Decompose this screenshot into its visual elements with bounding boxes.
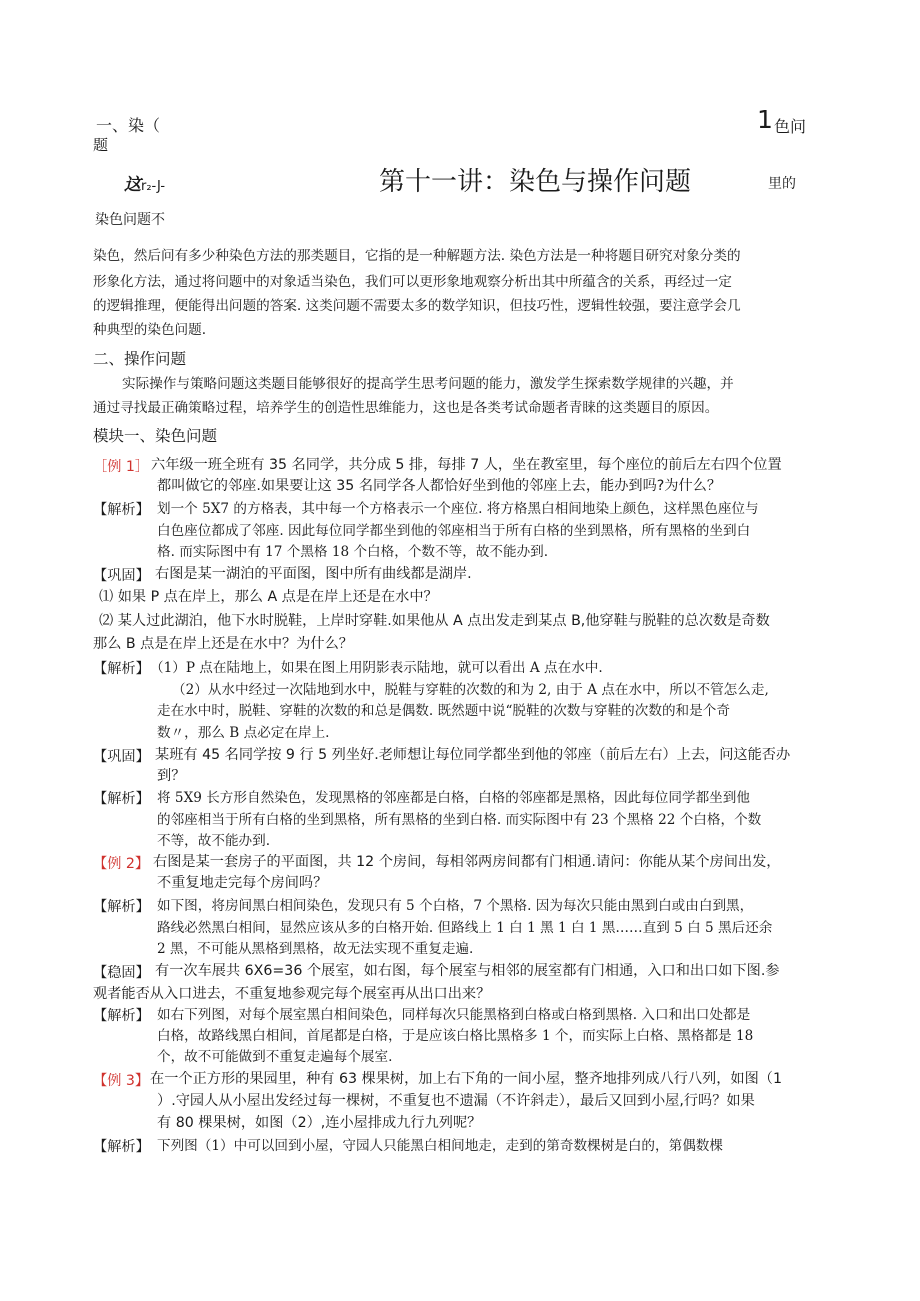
section-title-operations: 二、操作问题	[93, 350, 187, 368]
example-1-tag: ［例 1］	[93, 459, 150, 475]
section2-line-2: 通过寻找最正确策略过程，培养学生的创造性思维能力，这也是各类考试命题者青睐的这类题目的原因。	[93, 400, 719, 416]
intro-fragment: 染色问题不	[95, 212, 165, 228]
consolidation-2-line-2: 到？	[157, 768, 186, 784]
analysis-5-line-1: 如右下列图，对每个展室黑白相间染色，同样每次只能黑格到白格或白格到黑格. 入口和出口处都是	[157, 1007, 751, 1023]
analysis-5-tag: 【解析】	[93, 1008, 150, 1024]
analysis-5-line-2: 白格，故路线黑白相间，首尾都是白格，于是应该白格比黑格多 1 个，而实际上白格、黑格都是 18	[157, 1028, 754, 1044]
heading-fragment-left-tail: 题	[93, 136, 109, 154]
analysis-1-tag: 【解析】	[93, 502, 150, 518]
example-2-line-1: 右图是某一套房子的平面图，共 12 个房间，每相邻两房间都有门相通.请问：你能从某个房间出发，	[153, 854, 781, 870]
analysis-4-line-2: 路线必然黑白相间，显然应该从多的白格开始. 但路线上 1 白 1 黑 1 白 1 黑……直到 5 白 5 黑后还余	[157, 920, 773, 936]
example-1-line-1: 六年级一班全班有 35 名同学，共分成 5 排，每排 7 人，坐在教室里，每个座位的前后左右四个位置	[151, 457, 782, 473]
intro-line-1: 染色，然后问有多少种染色方法的那类题目，它指的是一种解题方法. 染色方法是一种将题目研究对象分类的	[93, 248, 741, 264]
consolidation-1-tag: 【巩固】	[93, 568, 150, 584]
stabilize-tag: 【稳固】	[93, 965, 150, 981]
module-title: 模块一、染色问题	[93, 427, 218, 445]
analysis-4-line-3: 2 黑，不可能从黑格到黑格，故无法实现不重复走遍.	[157, 941, 474, 957]
consolidation-1-line-3: ⑵ 某人过此湖泊，他下水时脱鞋，上岸时穿鞋.如果他从 A 点出发走到某点 B,他穿鞋与脱鞋的总次数是奇数	[99, 613, 770, 629]
heading-fragment-zhe	[124, 170, 165, 195]
heading-fragment-right: 色问	[774, 117, 807, 136]
analysis-3-tag: 【解析】	[93, 791, 150, 807]
analysis-2-tag: 【解析】	[93, 661, 150, 677]
analysis-1-line-3: 格. 而实际图中有 17 个黑格 18 个白格，个数不等，故不能办到.	[157, 544, 549, 560]
zhe-subscript: r₂-J-	[141, 179, 166, 194]
analysis-6-line-1: 下列图（1）中可以回到小屋，守园人只能黑白相间地走，走到的第奇数棵树是白的，第偶数棵	[157, 1138, 723, 1154]
heading-number: 1	[757, 105, 773, 134]
consolidation-2-tag: 【巩固】	[93, 749, 150, 765]
example-1-line-2: 都叫做它的邻座.如果要让这 35 名同学各人都恰好坐到他的邻座上去，能办到吗?为什么？	[157, 478, 722, 494]
example-3-line-1: 在一个正方形的果园里，种有 63 棵果树，加上右下角的一间小屋，整齐地排列成八行八列，如图（1	[150, 1071, 782, 1087]
analysis-3-line-1: 将 5X9 长方形自然染色，发现黑格的邻座都是白格，白格的邻座都是黑格，因此每位同学都坐到他	[157, 790, 750, 806]
stabilize-line-1: 有一次车展共 6X6=36 个展室，如右图，每个展室与相邻的展室都有门相通，入口和出口如下图.参	[155, 963, 780, 979]
example-2-tag: 【例 2】	[93, 856, 150, 872]
zhe-char: 这	[124, 175, 141, 195]
consolidation-1-line-1: 右图是某一湖泊的平面图，图中所有曲线都是湖岸.	[155, 566, 472, 582]
consolidation-1-line-4: 那么 B 点是在岸上还是在水中？为什么？	[93, 636, 353, 652]
heading-fragment-left: 一、染（	[96, 116, 161, 135]
analysis-4-tag: 【解析】	[93, 899, 150, 915]
intro-line-2: 形象化方法，通过将问题中的对象适当染色，我们可以更形象地观察分析出其中所蕴含的关系，再经过一定	[93, 274, 732, 290]
example-3-line-3: 有 80 棵果树，如图（2）,连小屋排成九行九列呢？	[157, 1115, 482, 1131]
page-title: 第十一讲：染色与操作问题	[379, 167, 692, 197]
section2-line-1: 实际操作与策略问题这类题目能够很好的提高学生思考问题的能力，激发学生探索数学规律的兴趣，并	[122, 376, 734, 392]
analysis-3-line-2: 的邻座相当于所有白格的坐到黑格，所有黑格的坐到白格. 而实际图中有 23 个黑格 22 个白格，个数	[157, 812, 762, 828]
intro-line-4: 种典型的染色问题.	[93, 322, 207, 338]
analysis-1-line-1: 划一个 5X7 的方格表，其中每一个方格表示一个座位. 将方格黑白相间地染上颜色，这样黑色座位与	[157, 501, 759, 517]
stabilize-line-2: 观者能否从入口进去，不重复地参观完每个展室再从出口出来？	[93, 986, 491, 1002]
analysis-5-line-3: 个，故不可能做到不重复走遍每个展室.	[157, 1049, 393, 1065]
analysis-3-line-3: 不等，故不能办到.	[157, 833, 271, 849]
analysis-4-line-1: 如下图，将房间黑白相间染色，发现只有 5 个白格，7 个黑格. 因为每次只能由黑到白或由白到黑，	[157, 898, 754, 914]
analysis-2-line-3: 走在水中时，脱鞋、穿鞋的次数的和总是偶数. 既然题中说“脱鞋的次数与穿鞋的次数的和是个奇	[157, 703, 730, 719]
analysis-2-line-1: （1）P 点在陆地上，如果在图上用阴影表示陆地，就可以看出 A 点在水中.	[150, 660, 603, 676]
example-2-line-2: 不重复地走完每个房间吗？	[157, 875, 328, 891]
analysis-2-line-2: （2）从水中经过一次陆地到水中，脱鞋与穿鞋的次数的和为 2, 由于 A 点在水中，所以不管怎么走,	[172, 682, 769, 698]
example-3-tag: 【例 3】	[93, 1073, 150, 1089]
intro-line-3: 的逻辑推理，便能得出问题的答案. 这类问题不需要太多的数学知识，但技巧性，逻辑性较强，要注意学会几	[93, 298, 741, 314]
consolidation-1-line-2: ⑴ 如果 P 点在岸上，那么 A 点是在岸上还是在水中？	[99, 589, 438, 605]
analysis-6-tag: 【解析】	[93, 1139, 150, 1155]
heading-fragment-lide: 里的	[768, 176, 796, 192]
consolidation-2-line-1: 某班有 45 名同学按 9 行 5 列坐好.老师想让每位同学都坐到他的邻座（前后左右）上去，问这能否办	[155, 747, 791, 763]
analysis-2-line-4: 数〃，那么 B 点必定在岸上.	[157, 725, 330, 741]
example-3-line-2: ）.守园人从小屋出发经过每一棵树，不重复也不遗漏（不许斜走），最后又回到小屋,行吗？如果	[157, 1093, 755, 1109]
analysis-1-line-2: 白色座位都成了邻座. 因此每位同学都坐到他的邻座相当于所有白格的坐到黑格，所有黑格的坐到白	[157, 523, 751, 539]
